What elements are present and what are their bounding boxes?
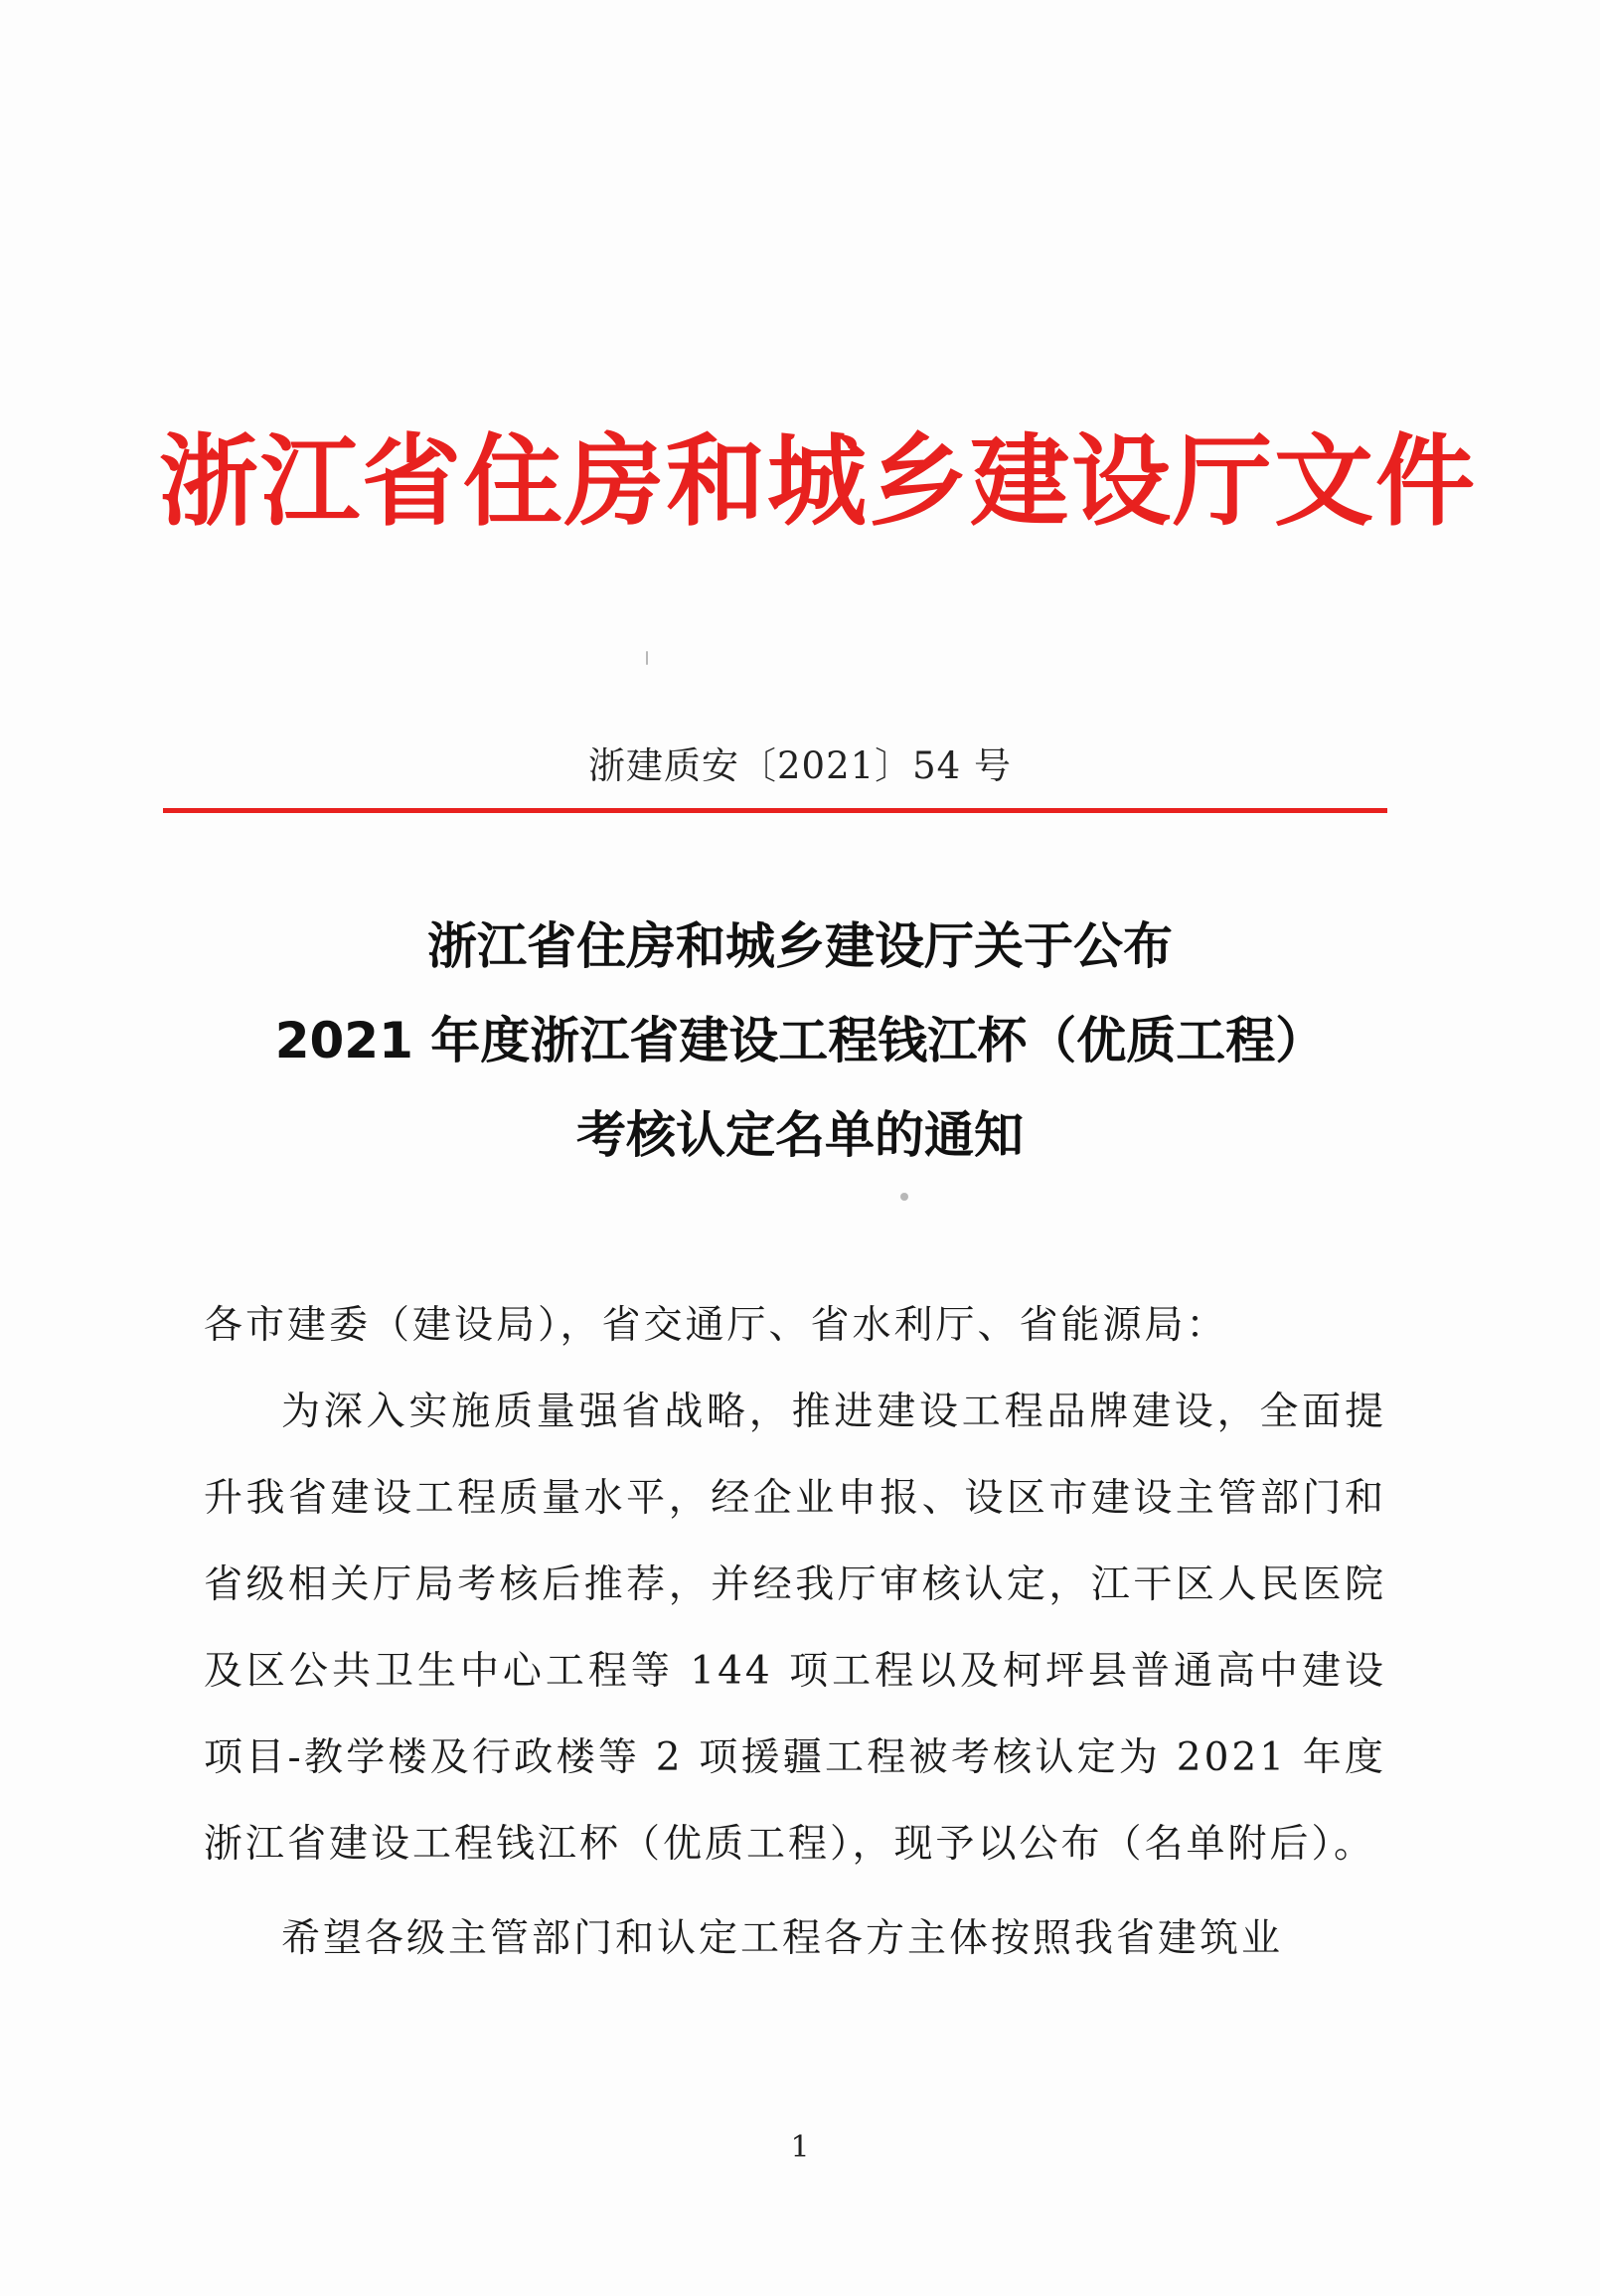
red-masthead: 浙江省住房和城乡建设厅文件 xyxy=(159,423,1477,540)
body-paragraph-2: 希望各级主管部门和认定工程各方主体按照我省建筑业 xyxy=(281,1916,1284,1961)
red-separator-line xyxy=(163,808,1387,813)
page-number: 1 xyxy=(790,2130,810,2165)
document-number: 浙建质安〔2021〕54 号 xyxy=(587,744,1012,787)
title-line-1: 浙江省住房和城乡建设厅关于公布 xyxy=(427,917,1173,975)
notice-title xyxy=(159,900,1441,1183)
title-line-2: 2021 年度浙江省建设工程钱江杯（优质工程） xyxy=(274,1012,1326,1069)
notice-body xyxy=(204,1282,1386,1982)
salutation: 各市建委（建设局），省交通厅、省水利厅、省能源局： xyxy=(204,1303,1228,1348)
scan-speck xyxy=(900,1193,908,1201)
body-paragraph-1: 为深入实施质量强省战略，推进建设工程品牌建设，全面提升我省建设工程质量水平，经企业申报、设区市建设主管部门和省级相关厅局考核后推荐，并经我厅审核认定，江干区人民医院及区公共卫生中心工程等 144 项工程以及柯坪县普通高中建设项目-教学楼及行政楼等 2 项援疆工程被考核认定为 2021 年度浙江省建设工程钱江杯（优质工程），现予以公布（名单附后）。 xyxy=(204,1390,1386,1867)
scan-speck xyxy=(646,651,648,665)
title-line-3: 考核认定名单的通知 xyxy=(576,1106,1024,1164)
